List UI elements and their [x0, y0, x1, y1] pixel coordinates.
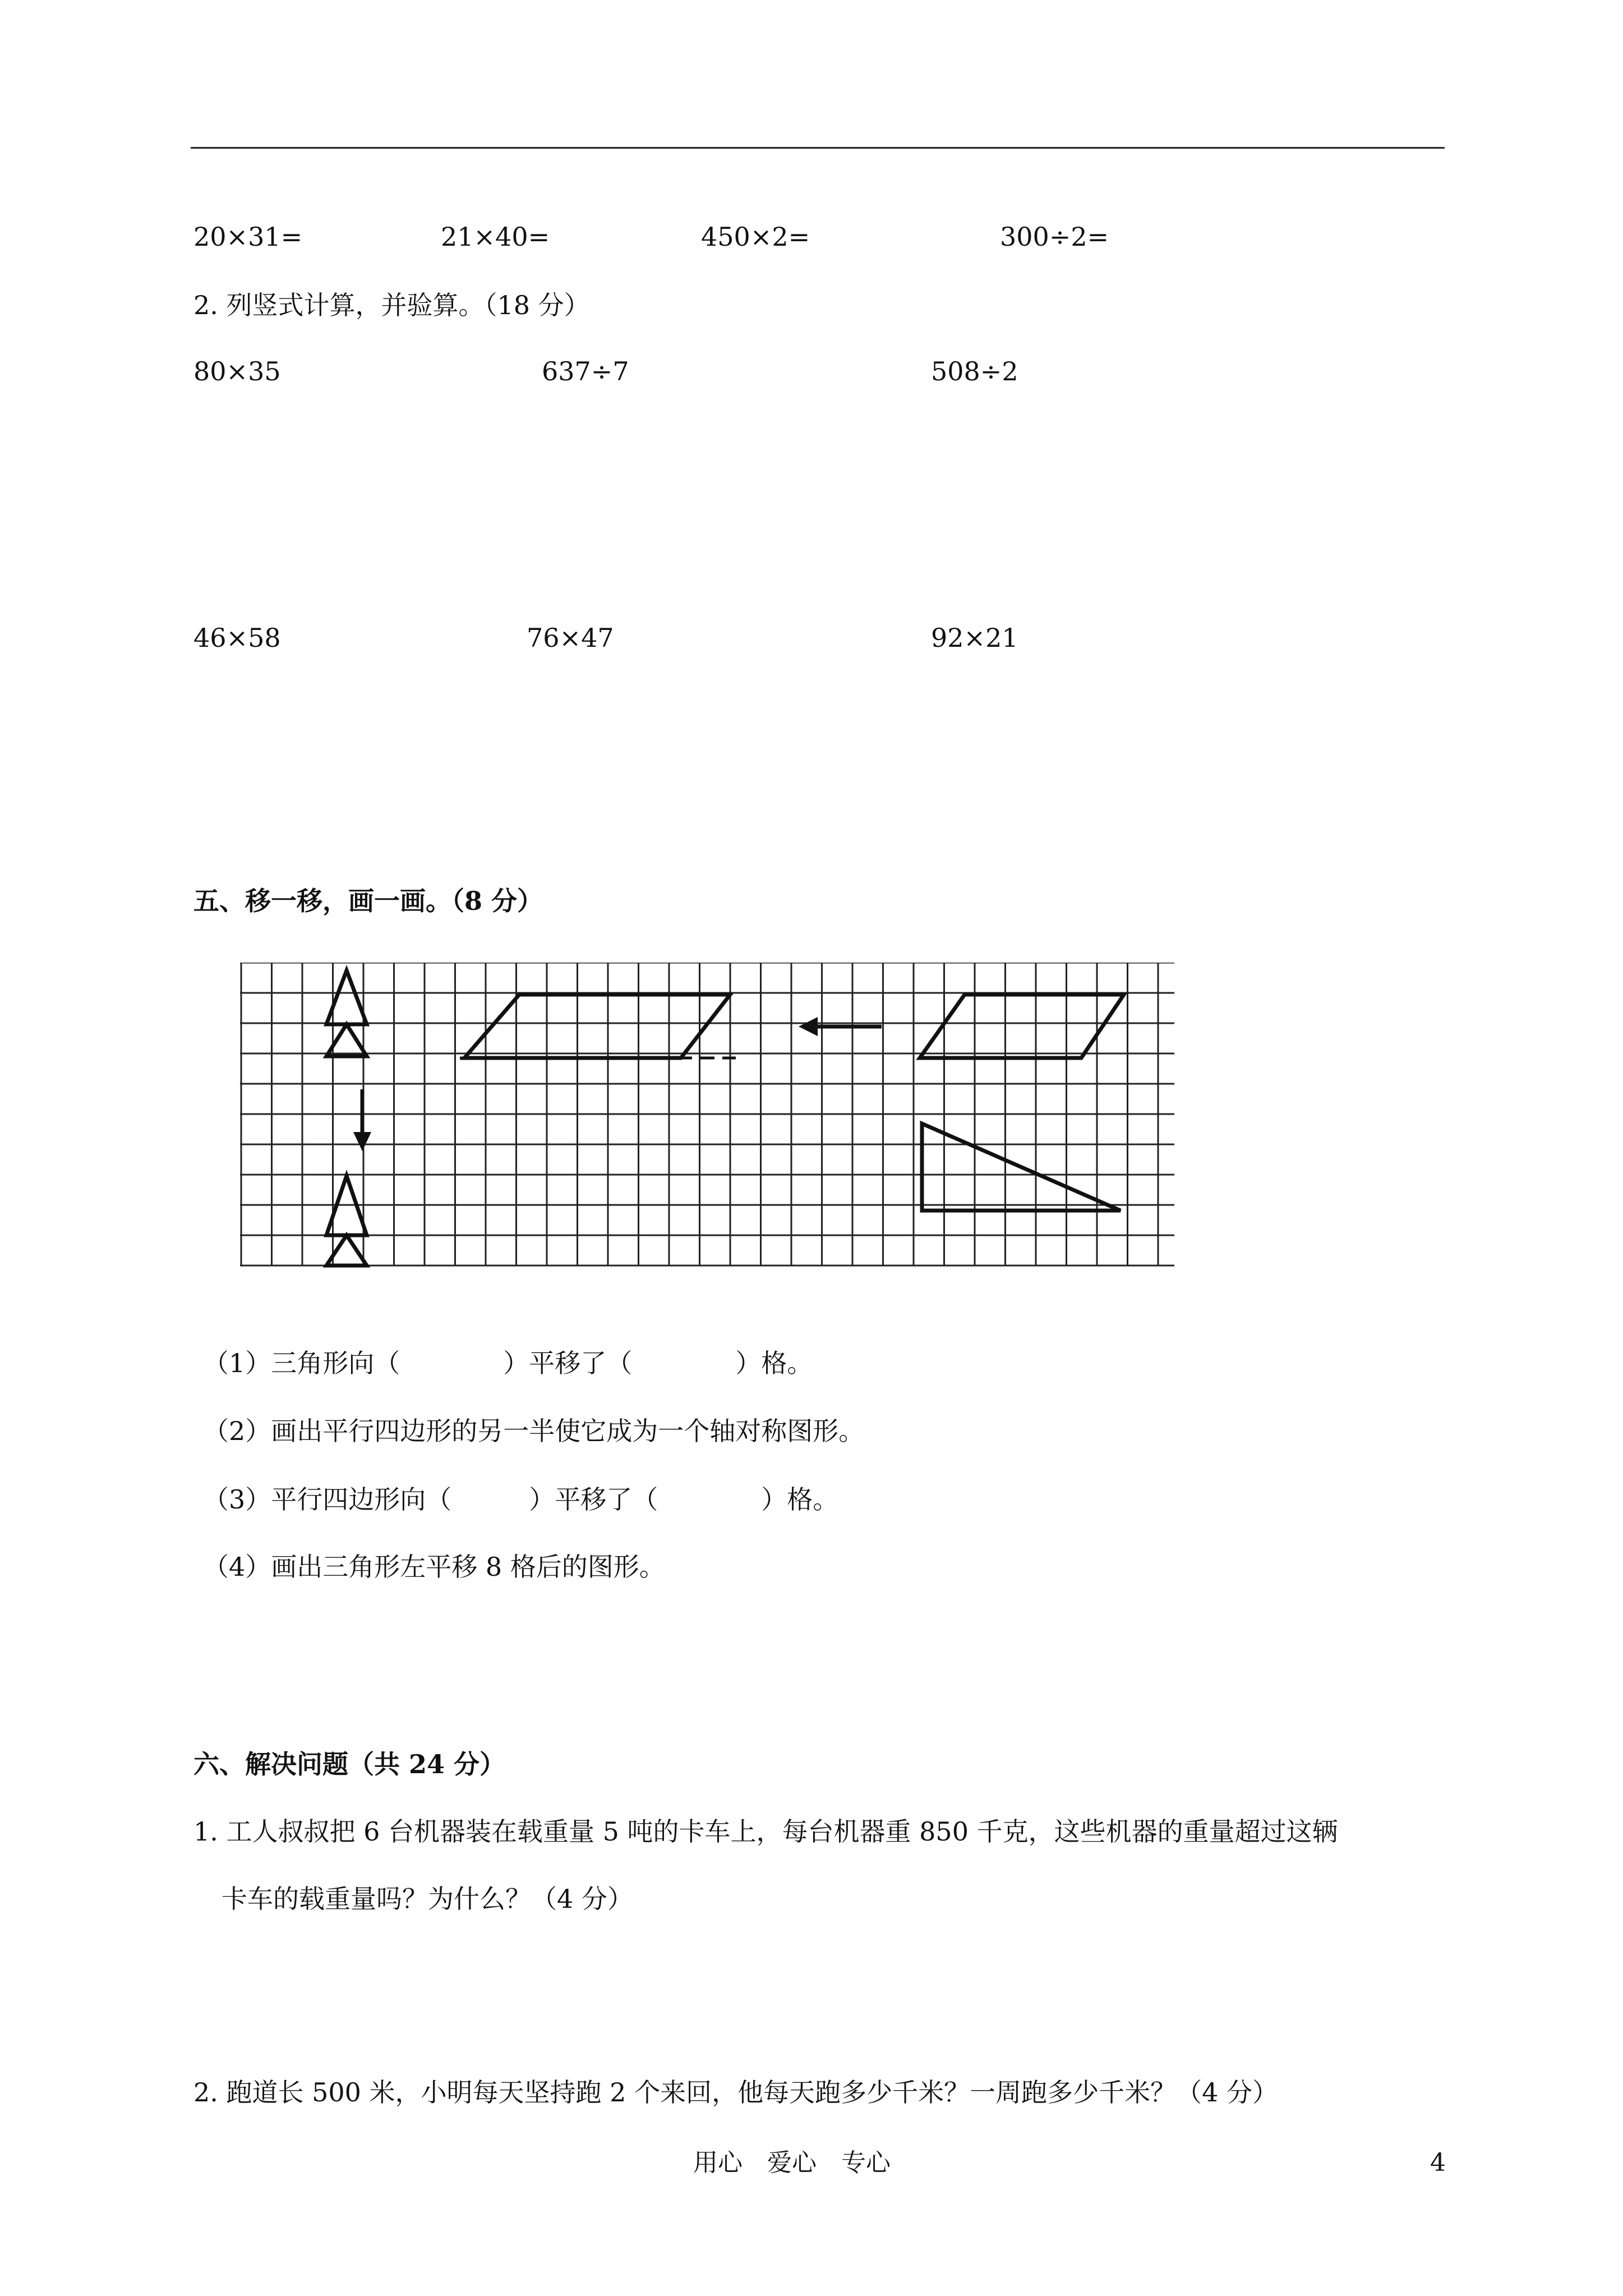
- vertical-calc-item: 92×21: [931, 623, 1018, 653]
- section-6-title: 六、解决问题（共 24 分）: [193, 1749, 506, 1779]
- section-5-question-1: （1）三角形向（ ）平移了（ ）格。: [203, 1348, 813, 1378]
- oral-calc-1: 20×31=: [193, 222, 303, 252]
- section-5-question-2: （2）画出平行四边形的另一半使它成为一个轴对称图形。: [203, 1416, 865, 1446]
- oral-calc-3: 450×2=: [701, 222, 810, 252]
- parallelogram-left: [464, 995, 730, 1058]
- vertical-calc-item: 508÷2: [931, 356, 1018, 386]
- grid-lines: [240, 963, 1174, 1266]
- oral-calc-2: 21×40=: [441, 222, 550, 252]
- vertical-calc-item: 76×47: [527, 623, 614, 653]
- footer-motto: 用心 爱心 专心: [693, 2148, 891, 2177]
- vertical-calc-item: 637÷7: [542, 356, 629, 386]
- translation-grid: [240, 963, 1177, 1271]
- problem-1-line-1: 1. 工人叔叔把 6 台机器装在载重量 5 吨的卡车上，每台机器重 850 千克，这些机器的重量超过这辆: [193, 1816, 1338, 1847]
- section-5-question-3: （3）平行四边形向（ ）平移了（ ）格。: [203, 1484, 839, 1515]
- arrow-left-icon: [799, 1017, 882, 1036]
- vertical-calc-title: 2. 列竖式计算，并验算。（18 分）: [193, 290, 590, 320]
- problem-1-line-2: 卡车的载重量吗？为什么？（4 分）: [222, 1884, 633, 1914]
- arrow-down-icon: [353, 1089, 371, 1151]
- right-triangle: [922, 1124, 1121, 1211]
- vertical-calc-item: 80×35: [193, 356, 281, 386]
- oral-calc-4: 300÷2=: [1000, 222, 1109, 252]
- parallelogram-right: [920, 995, 1124, 1058]
- section-5-title: 五、移一移，画一画。（8 分）: [193, 886, 543, 916]
- problem-2: 2. 跑道长 500 米，小明每天坚持跑 2 个来回，他每天跑多少千米？一周跑多少千米？（4 分）: [193, 2077, 1278, 2108]
- header-rule: [191, 147, 1445, 149]
- vertical-calc-item: 46×58: [193, 623, 281, 653]
- section-5-question-4: （4）画出三角形左平移 8 格后的图形。: [203, 1552, 665, 1582]
- page-number: 4: [1430, 2148, 1446, 2177]
